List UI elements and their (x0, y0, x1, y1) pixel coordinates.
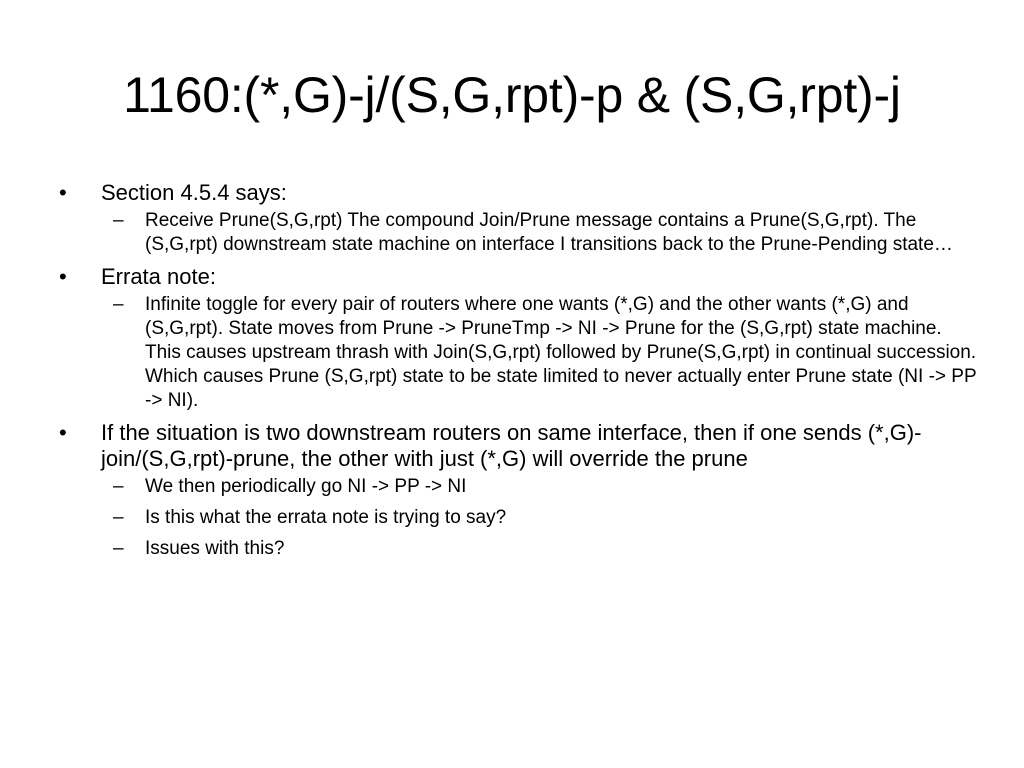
sub-item-issues (101, 537, 979, 561)
bullet-item-two-routers (59, 420, 979, 561)
dash-marker: – (113, 538, 124, 559)
slide-title: 1160:(*,G)-j/(S,G,rpt)-p & (S,G,rpt)-j (123, 67, 901, 123)
bullet-text: If the situation is two downstream routers on same interface, then if one sends (*,G)-join/(S,G,rpt)-prune, the other with just (*,G) will override the prune (101, 420, 922, 471)
sub-item-text: Is this what the errata note is trying to say? (145, 507, 507, 528)
sub-item-periodic (101, 475, 979, 499)
sub-item-text: Receive Prune(S,G,rpt) The compound Join/Prune message contains a Prune(S,G,rpt). The (S,G,rpt) downstream state machine on interface I transitions back to the Prune-Pending state… (145, 210, 953, 255)
bullet-item-section-454 (59, 180, 979, 257)
bullet-marker: • (59, 180, 67, 205)
dash-marker: – (113, 476, 124, 497)
bullet-item-errata-note (59, 264, 979, 413)
dash-marker: – (113, 210, 124, 231)
sub-list (101, 209, 979, 257)
sub-item-text: Infinite toggle for every pair of routers where one wants (*,G) and the other wants (*,G) and (S,G,rpt). State moves from Prune -> PruneTmp -> NI -> Prune for the (S,G,rpt) state machine. This causes upstream thrash with Join(S,G,rpt) followed by Prune(S,G,rpt) in continual succession. Which causes Prune (S,G,rpt) state to be state limited to never actually enter Prune state (NI -> PP -> NI). (145, 294, 977, 411)
dash-marker: – (113, 507, 124, 528)
sub-item-errata-question (101, 506, 979, 530)
bullet-marker: • (59, 264, 67, 289)
bullet-text: Errata note: (101, 264, 216, 289)
sub-item-infinite-toggle (101, 293, 979, 413)
sub-list (101, 475, 979, 561)
sub-item-receive-prune (101, 209, 979, 257)
bullet-list (59, 180, 979, 568)
dash-marker: – (113, 294, 124, 315)
sub-item-text: We then periodically go NI -> PP -> NI (145, 476, 467, 497)
sub-item-text: Issues with this? (145, 538, 285, 559)
bullet-text: Section 4.5.4 says: (101, 180, 287, 205)
bullet-marker: • (59, 420, 67, 445)
sub-list (101, 293, 979, 413)
